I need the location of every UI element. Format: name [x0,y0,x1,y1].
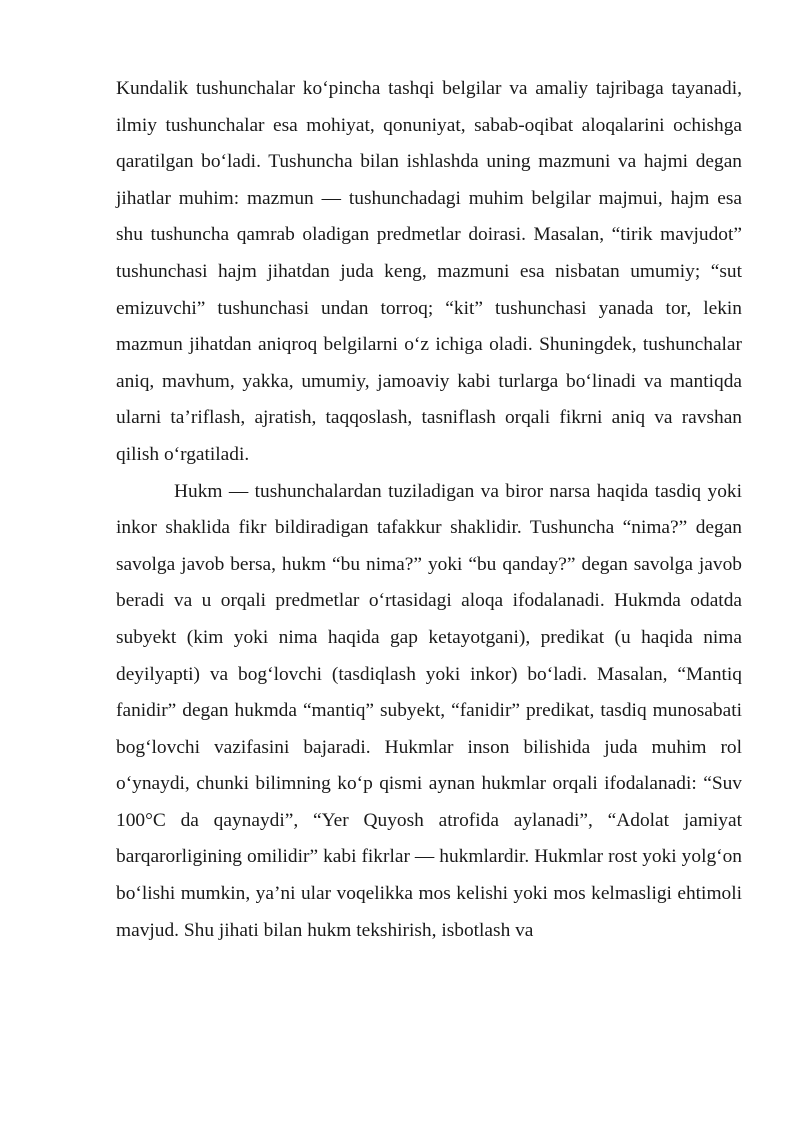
document-page [116,71,742,949]
paragraph-judgment: Hukm — tushunchalardan tuziladigan va biror narsa haqida tasdiq yoki inkor shaklida fikr bildiradigan tafakkur shaklidir. Tushuncha “nima?” degan savolga javob bersa, hukm “bu nima?” yoki “bu qanday?” degan savolga javob beradi va u orqali predmetlar oʻrtasidagi aloqa ifodalanadi. Hukmda odatda subyekt (kim yoki nima haqida gap ketayotgani), predikat (u haqida nima deyilyapti) va bogʻlovchi (tasdiqlash yoki inkor) boʻladi. Masalan, “Mantiq fanidir” degan hukmda “mantiq” subyekt, “fanidir” predikat, tasdiq munosabati bogʻlovchi vazifasini bajaradi. Hukmlar inson bilishida juda muhim rol oʻynaydi, chunki bilimning koʻp qismi aynan hukmlar orqali ifodalanadi: “Suv 100°C da qaynaydi”, “Yer Quyosh atrofida aylanadi”, “Adolat jamiyat barqarorligining omilidir” kabi fikrlar — hukmlardir. Hukmlar rost yoki yolgʻon boʻlishi mumkin, ya’ni ular voqelikka mos kelishi yoki mos kelmasligi ehtimoli mavjud. Shu jihati bilan hukm tekshirish, isbotlash va [116,480,742,941]
paragraph-concepts: Kundalik tushunchalar koʻpincha tashqi belgilar va amaliy tajribaga tayanadi, ilmiy tushunchalar esa mohiyat, qonuniyat, sabab-oqibat aloqalarini ochishga qaratilgan boʻladi. Tushuncha bilan ishlashda uning mazmuni va hajmi degan jihatlar muhim: mazmun — tushunchadagi muhim belgilar majmui, hajm esa shu tushuncha qamrab oladigan predmetlar doirasi. Masalan, “tirik mavjudot” tushunchasi hajm jihatdan juda keng, mazmuni esa nisbatan umumiy; “sut emizuvchi” tushunchasi undan torroq; “kit” tushunchasi yanada tor, lekin mazmun jihatdan aniqroq belgilarni oʻz ichiga oladi. Shuningdek, tushunchalar aniq, mavhum, yakka, umumiy, jamoaviy kabi turlarga boʻlinadi va mantiqda ularni ta’riflash, ajratish, taqqoslash, tasniflash orqali fikrni aniq va ravshan qilish oʻrgatiladi. [116,78,742,465]
